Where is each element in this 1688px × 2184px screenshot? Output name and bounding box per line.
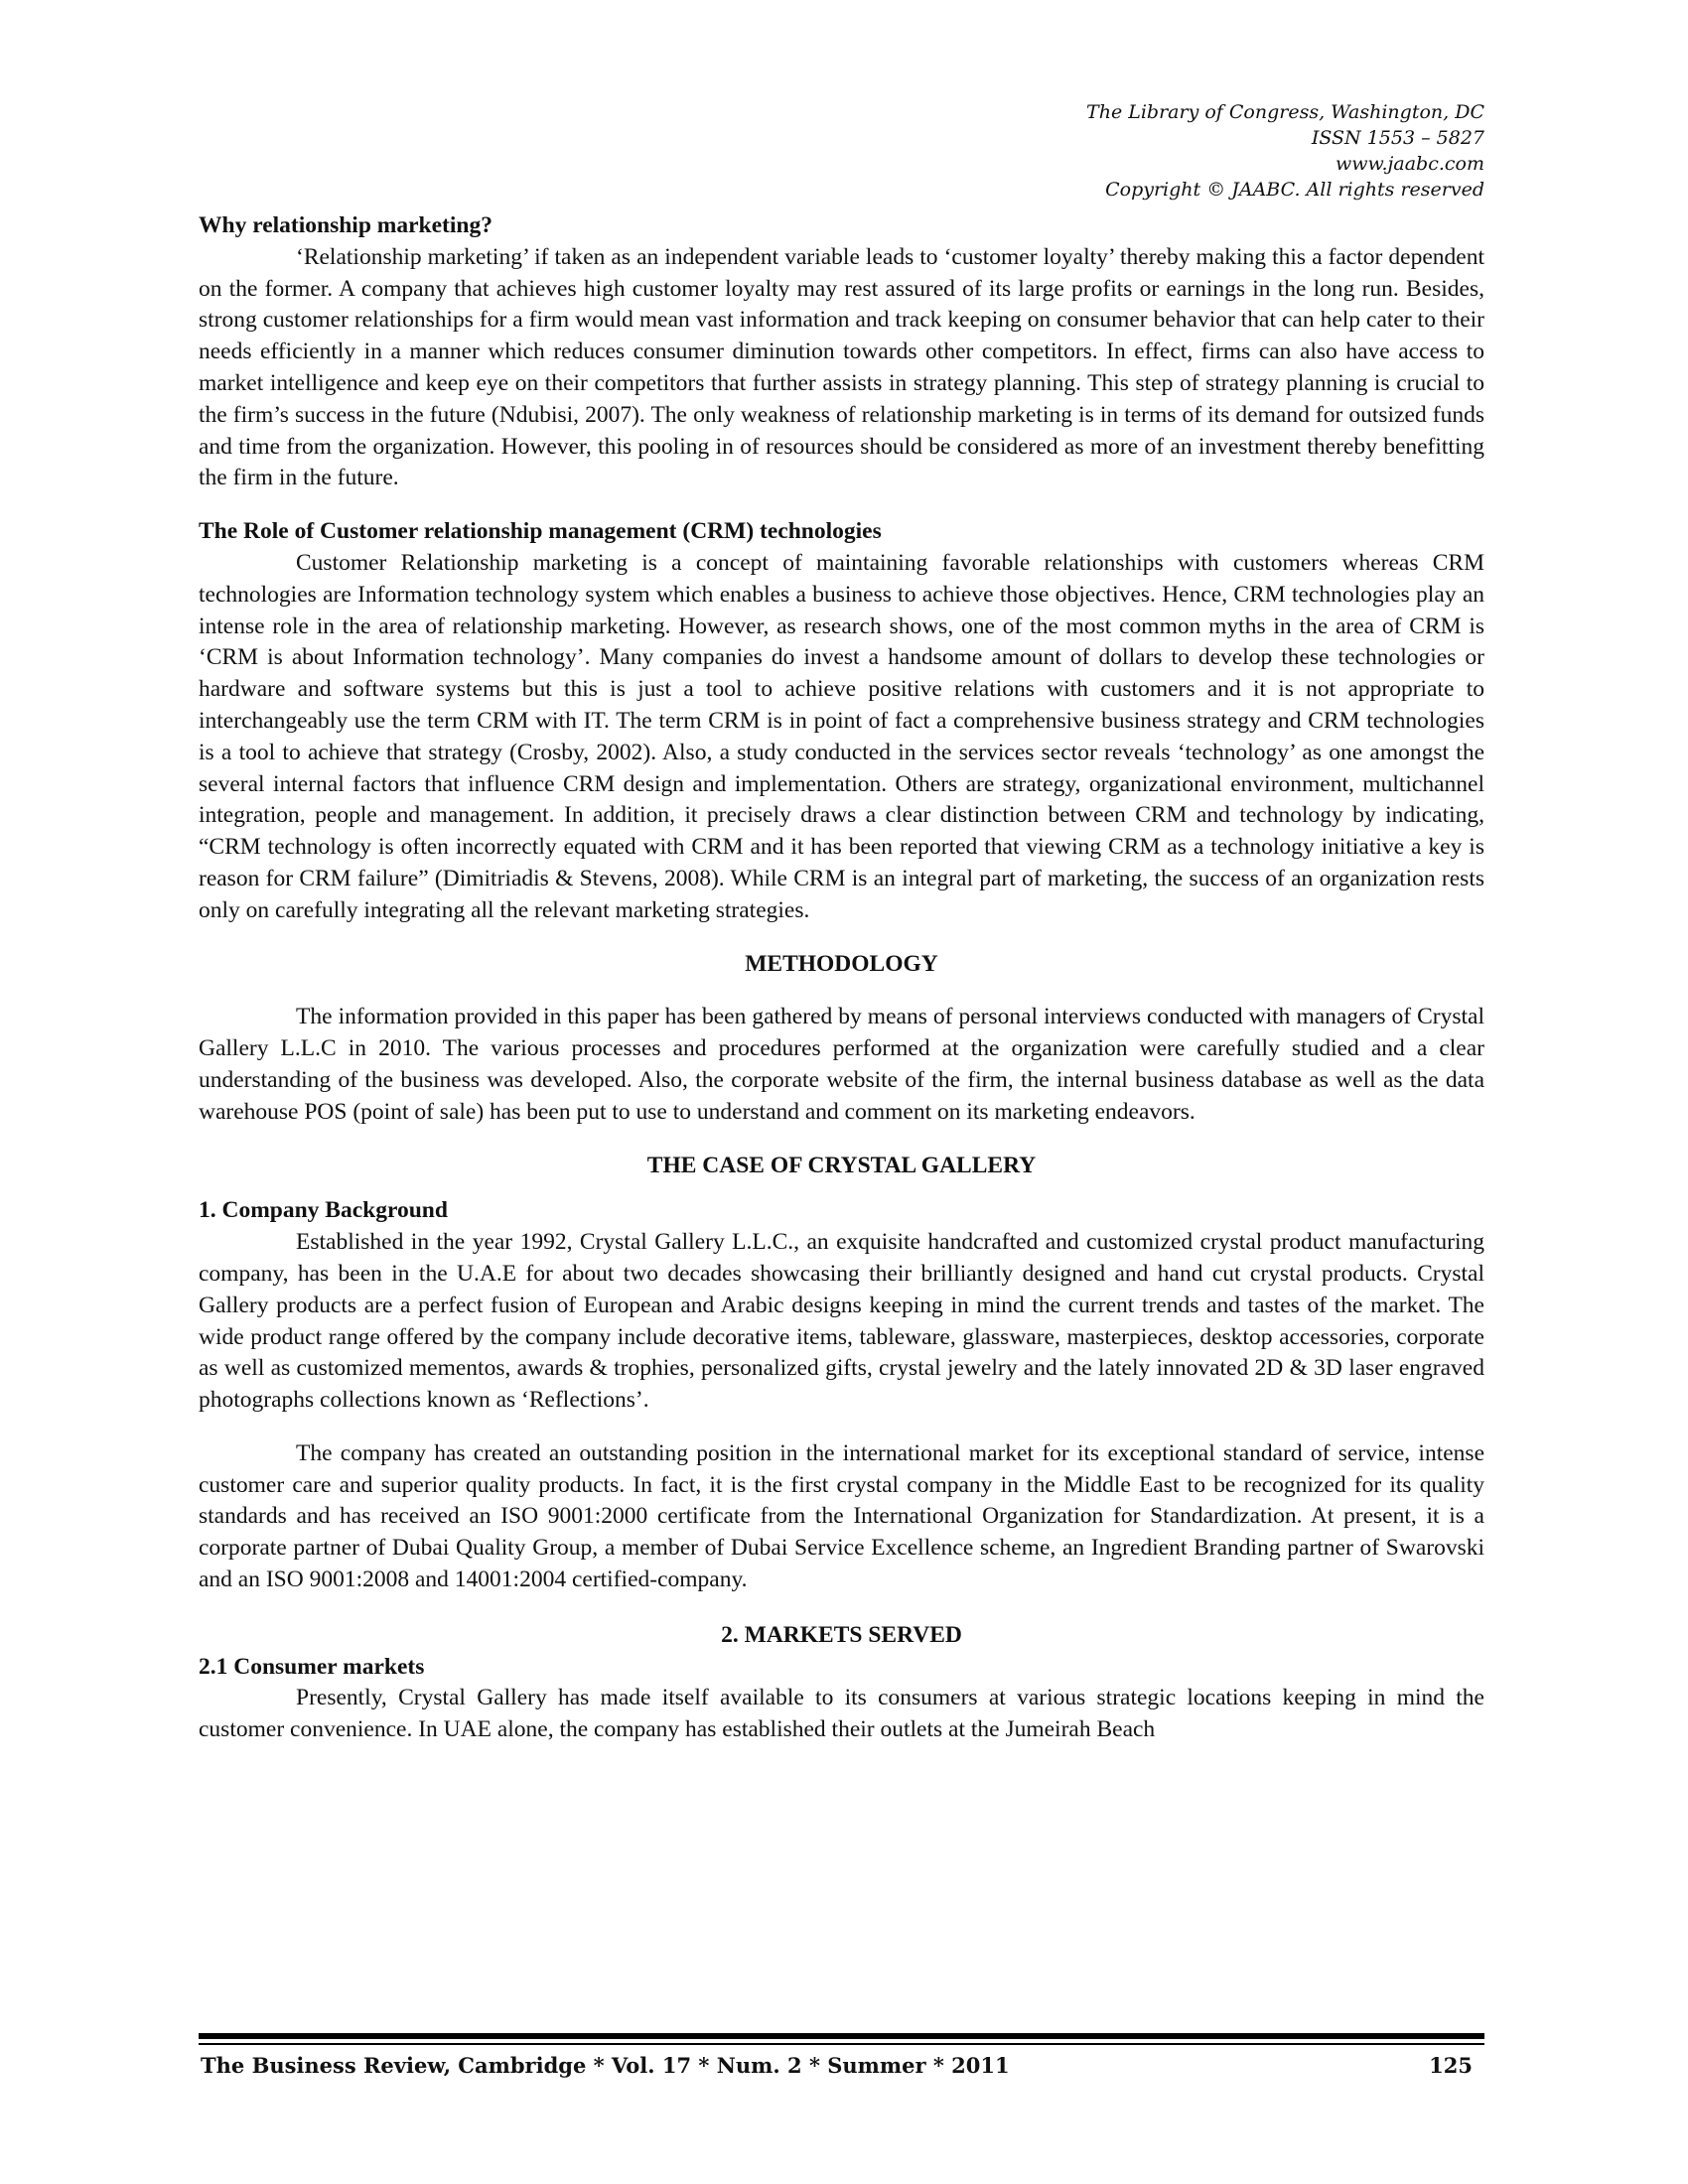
- paragraph-why: ‘Relationship marketing’ if taken as an independent variable leads to ‘customer loyalty’ thereby making this a factor dependent on the former. A company that achieves high customer loyalty may rest assured of its large profits or earnings in the long run. Besides, strong customer relationships for a firm would mean vast information and track keeping on consumer behavior that can help cater to their needs efficiently in a manner which reduces consumer diminution towards other competitors. In effect, firms can also have access to market intelligence and keep eye on their competitors that further assists in strategy planning. This step of strategy planning is crucial to the firm’s success in the future (Ndubisi, 2007). The only weakness of relationship marketing is in terms of its demand for outsized funds and time from the organization. However, this pooling in of resources should be considered as more of an investment thereby benefitting the firm in the future.: [199, 243, 1484, 491]
- footer-rule-thick: [199, 2033, 1484, 2039]
- paragraph-crm: Customer Relationship marketing is a concept of maintaining favorable relationships with customers whereas CRM technologies are Information technology system which enables a business to achieve those objectives. Hence, CRM technologies play an intense role in the area of relationship marketing. However, as research shows, one of the most common myths in the area of CRM is ‘CRM is about Information technology’. Many companies do invest a handsome amount of dollars to develop these technologies or hardware and software systems but this is just a tool to achieve positive relations with customers and it is not appropriate to interchangeably use the term CRM with IT. The term CRM is in point of fact a comprehensive business strategy and CRM technologies is a tool to achieve that strategy (Crosby, 2002). Also, a study conducted in the services sector reveals ‘technology’ as one amongst the several internal factors that influence CRM design and implementation. Others are strategy, organizational environment, multichannel integration, people and management. In addition, it precisely draws a clear distinction between CRM and technology by indicating, “CRM technology is often incorrectly equated with CRM and it has been reported that viewing CRM as a technology initiative a key is reason for CRM failure” (Dimitriadis & Stevens, 2008). While CRM is an integral part of marketing, the success of an organization rests only on carefully integrating all the relevant marketing strategies.: [199, 549, 1484, 923]
- footer-journal-citation: The Business Review, Cambridge * Vol. 17 * Num. 2 * Summer * 2011: [201, 2053, 1010, 2078]
- section-heading-methodology: METHODOLOGY: [745, 950, 938, 977]
- subsection-heading-consumer-markets: 2.1 Consumer markets: [199, 1653, 425, 1680]
- footer-rule-thin: [199, 2043, 1484, 2045]
- running-header: [1086, 99, 1484, 203]
- section-heading-markets: 2. MARKETS SERVED: [721, 1621, 962, 1648]
- body-content: [199, 210, 1484, 1746]
- paper-page: [199, 0, 1484, 2184]
- header-library-line: The Library of Congress, Washington, DC: [1086, 101, 1484, 123]
- paragraph-company-background-1: Established in the year 1992, Crystal Gallery L.L.C., an exquisite handcrafted and customized crystal product manufacturing company, has been in the U.A.E for about two decades showcasing their brilliantly designed and hand cut crystal products. Crystal Gallery products are a perfect fusion of European and Arabic designs keeping in mind the current trends and tastes of the market. The wide product range offered by the company include decorative items, tableware, glassware, masterpieces, desktop accessories, corporate as well as customized mementos, awards & trophies, personalized gifts, crystal jewelry and the lately innovated 2D & 3D laser engraved photographs collections known as ‘Reflections’.: [199, 1229, 1484, 1414]
- section-heading-why: Why relationship marketing?: [199, 212, 492, 238]
- paragraph-methodology: The information provided in this paper has been gathered by means of personal interviews conducted with managers of Crystal Gallery L.L.C in 2010. The various processes and procedures performed at the organization were carefully studied and a clear understanding of the business was developed. Also, the corporate website of the firm, the internal business database as well as the data warehouse POS (point of sale) has been put to use to understand and comment on its marketing endeavors.: [199, 1004, 1484, 1125]
- footer-page-number: 125: [1429, 2053, 1473, 2078]
- header-copyright-line: Copyright © JAABC. All rights reserved: [1105, 179, 1484, 201]
- paragraph-consumer-markets: Presently, Crystal Gallery has made itself available to its consumers at various strategic locations keeping in mind the customer convenience. In UAE alone, the company has established their outlets at the Jumeirah Beach: [199, 1685, 1484, 1743]
- section-heading-case: THE CASE OF CRYSTAL GALLERY: [646, 1152, 1037, 1178]
- header-website-line: www.jaabc.com: [1335, 153, 1484, 175]
- page-footer: [199, 2053, 1484, 2078]
- section-heading-crm: The Role of Customer relationship management (CRM) technologies: [199, 518, 882, 545]
- header-issn-line: ISSN 1553 – 5827: [1311, 127, 1484, 149]
- subsection-heading-company-background: 1. Company Background: [199, 1197, 448, 1224]
- paragraph-company-background-2: The company has created an outstanding position in the international market for its exceptional standard of service, intense customer care and superior quality products. In fact, it is the first crystal company in the Middle East to be recognized for its quality standards and has received an ISO 9001:2000 certificate from the International Organization for Standardization. At present, it is a corporate partner of Dubai Quality Group, a member of Dubai Service Excellence scheme, an Ingredient Branding partner of Swarovski and an ISO 9001:2008 and 14001:2004 certified-company.: [199, 1439, 1484, 1593]
